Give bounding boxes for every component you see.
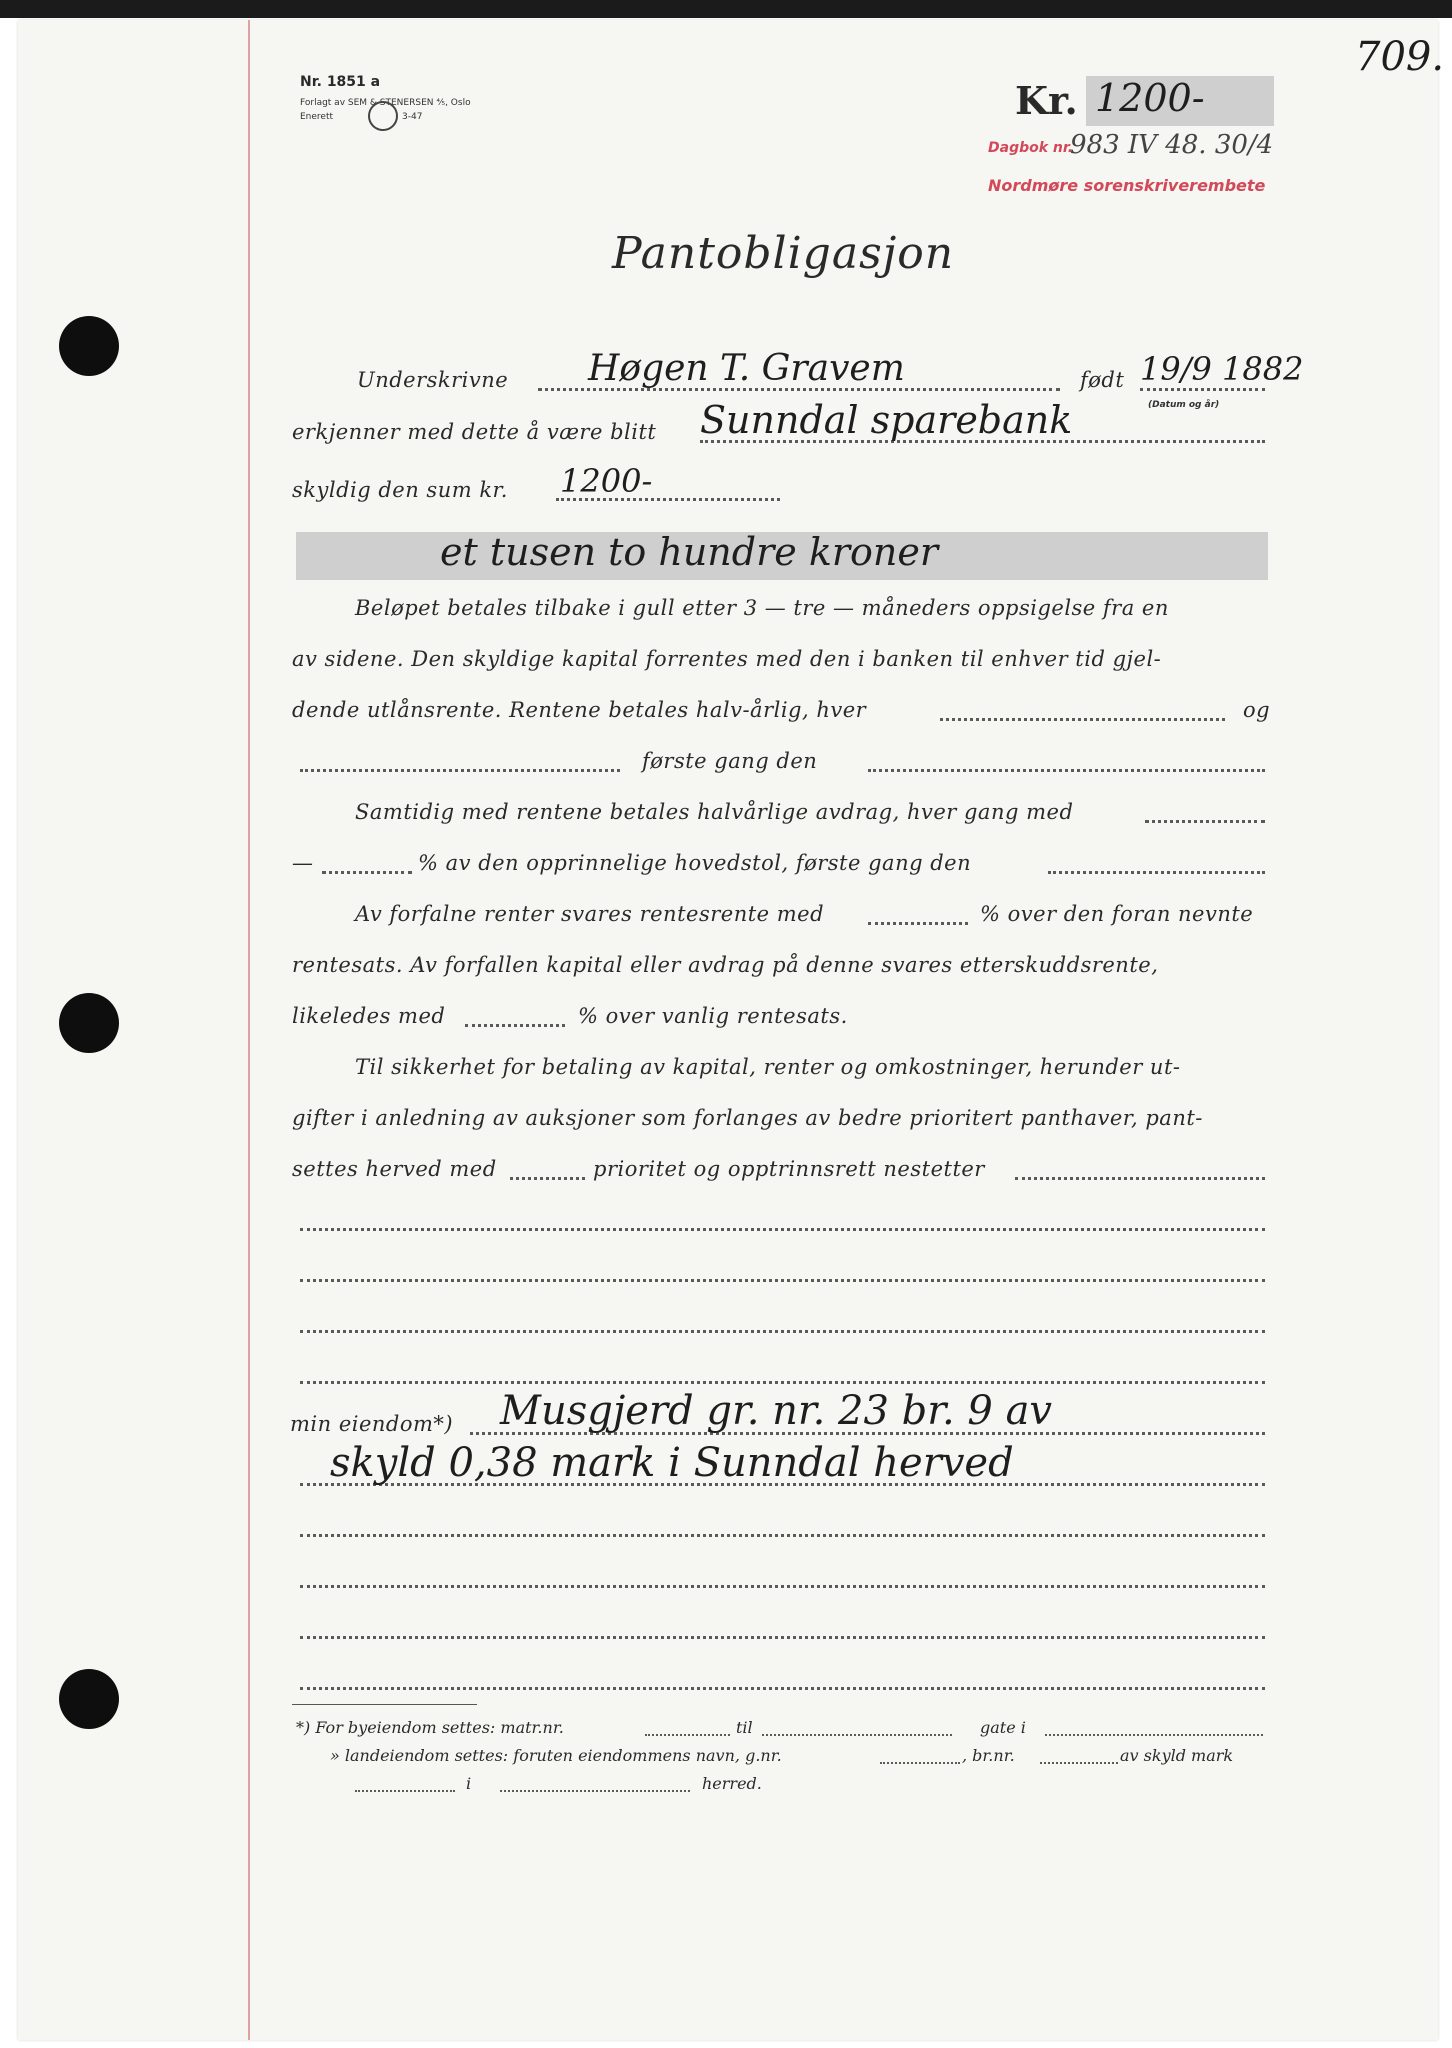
owe-label: skyldig den sum kr. — [292, 478, 508, 502]
dotted-line — [300, 1636, 1265, 1639]
paragraph-text: — — [292, 851, 314, 875]
footnote-rule — [292, 1704, 477, 1705]
dotted-line — [322, 871, 412, 874]
footnote-text: , br.nr. — [962, 1746, 1015, 1765]
footnote-text: til — [736, 1718, 753, 1737]
scan-top-edge — [0, 0, 1452, 18]
amount-words: et tusen to hundre kroner — [440, 530, 939, 574]
form-code: 3-47 — [402, 112, 423, 122]
paragraph-text: og — [1243, 698, 1271, 722]
amount-value: 1200- — [1095, 76, 1205, 120]
born-value: 19/9 1882 — [1140, 350, 1304, 388]
property-line-1: Musgjerd gr. nr. 23 br. 9 av — [500, 1388, 1053, 1434]
undersigned-value: Høgen T. Gravem — [588, 348, 905, 389]
journal-stamp-value: 983 IV 48. 30/4 — [1070, 130, 1274, 160]
dotted-line — [940, 718, 1225, 721]
footnote-text: i — [466, 1774, 472, 1793]
paragraph-text: % over vanlig rentesats. — [578, 1004, 848, 1028]
publisher-logo-icon — [368, 101, 398, 131]
dotted-line — [300, 1381, 1265, 1384]
dotted-line — [300, 769, 620, 772]
paragraph-text: Beløpet betales tilbake i gull etter 3 — tre — måneders oppsigelse fra en — [355, 596, 1169, 620]
dotted-line — [300, 1330, 1265, 1333]
dotted-line — [465, 1024, 565, 1027]
dotted-line — [300, 1228, 1265, 1231]
paragraph-text: Av forfalne renter svares rentesrente med — [355, 902, 825, 926]
journal-stamp-label: Dagbok nr. — [988, 140, 1074, 156]
document-title: Pantobligasjon — [612, 228, 955, 279]
dotted-line — [868, 922, 968, 925]
dotted-line — [300, 1279, 1265, 1282]
paragraph-text: rentesats. Av forfallen kapital eller avdrag på denne svares etterskuddsrente, — [292, 953, 1159, 977]
footnote-text: gate i — [980, 1718, 1026, 1737]
dotted-line — [510, 1177, 585, 1180]
footnote-text: herred. — [702, 1774, 762, 1793]
dotted-line — [645, 1734, 730, 1736]
dotted-line — [1145, 820, 1265, 823]
born-hint: (Datum og år) — [1148, 400, 1220, 410]
undersigned-label: Underskrivne — [357, 368, 509, 392]
margin-rule — [248, 20, 250, 2040]
dotted-line — [300, 1687, 1265, 1690]
form-number: Nr. 1851 a — [300, 74, 381, 90]
paragraph-text: % av den opprinnelige hovedstol, første gang den — [418, 851, 972, 875]
dotted-line — [1015, 1177, 1265, 1180]
dotted-line — [500, 1790, 690, 1792]
dotted-line — [1048, 871, 1265, 874]
paragraph-text: første gang den — [642, 749, 818, 773]
page-number: 709. — [1355, 34, 1445, 80]
acknowledge-label: erkjenner med dette å være blitt — [292, 420, 657, 444]
dotted-line — [1040, 1762, 1118, 1764]
born-label: født — [1080, 368, 1125, 392]
paragraph-text: prioritet og opptrinnsrett nestetter — [593, 1157, 985, 1181]
paragraph-text: Til sikkerhet for betaling av kapital, renter og omkostninger, herunder ut- — [355, 1055, 1181, 1079]
punch-hole-icon — [59, 316, 119, 376]
punch-hole-icon — [59, 993, 119, 1053]
paragraph-text: settes herved med — [292, 1157, 497, 1181]
dotted-line — [762, 1734, 952, 1736]
paragraph-text: % over den foran nevnte — [980, 902, 1254, 926]
punch-hole-icon — [59, 1669, 119, 1729]
footnote-text: » landeiendom settes: foruten eiendommens navn, g.nr. — [330, 1746, 782, 1765]
property-label: min eiendom*) — [290, 1412, 454, 1436]
dotted-line — [880, 1762, 960, 1764]
dotted-line — [1045, 1734, 1263, 1736]
dotted-line — [1140, 388, 1265, 391]
amount-label: Kr. — [1015, 78, 1078, 123]
footnote-text: *) For byeiendom settes: matr.nr. — [296, 1718, 564, 1737]
property-line-2: skyld 0,38 mark i Sunndal herved — [330, 1440, 1014, 1486]
paragraph-text: dende utlånsrente. Rentene betales halv-årlig, hver — [292, 698, 867, 722]
journal-stamp-office: Nordmøre sorenskriverembete — [988, 176, 1266, 195]
publisher-line: Forlagt av SEM & STENERSEN ⅘, Oslo — [300, 98, 471, 108]
dotted-line — [300, 1585, 1265, 1588]
publisher-copyright: Enerett — [300, 112, 334, 122]
dotted-line — [300, 1534, 1265, 1537]
footnote-text: av skyld mark — [1120, 1746, 1234, 1765]
document-page — [18, 20, 1438, 2040]
paragraph-text: gifter i anledning av auksjoner som forlanges av bedre prioritert panthaver, pant- — [292, 1106, 1203, 1130]
dotted-line — [355, 1790, 455, 1792]
dotted-line — [868, 769, 1265, 772]
paragraph-text: av sidene. Den skyldige kapital forrentes med den i banken til enhver tid gjel- — [292, 647, 1162, 671]
paragraph-text: likeledes med — [292, 1004, 446, 1028]
owe-value: 1200- — [560, 462, 653, 500]
creditor-value: Sunndal sparebank — [700, 398, 1073, 442]
paragraph-text: Samtidig med rentene betales halvårlige avdrag, hver gang med — [355, 800, 1074, 824]
